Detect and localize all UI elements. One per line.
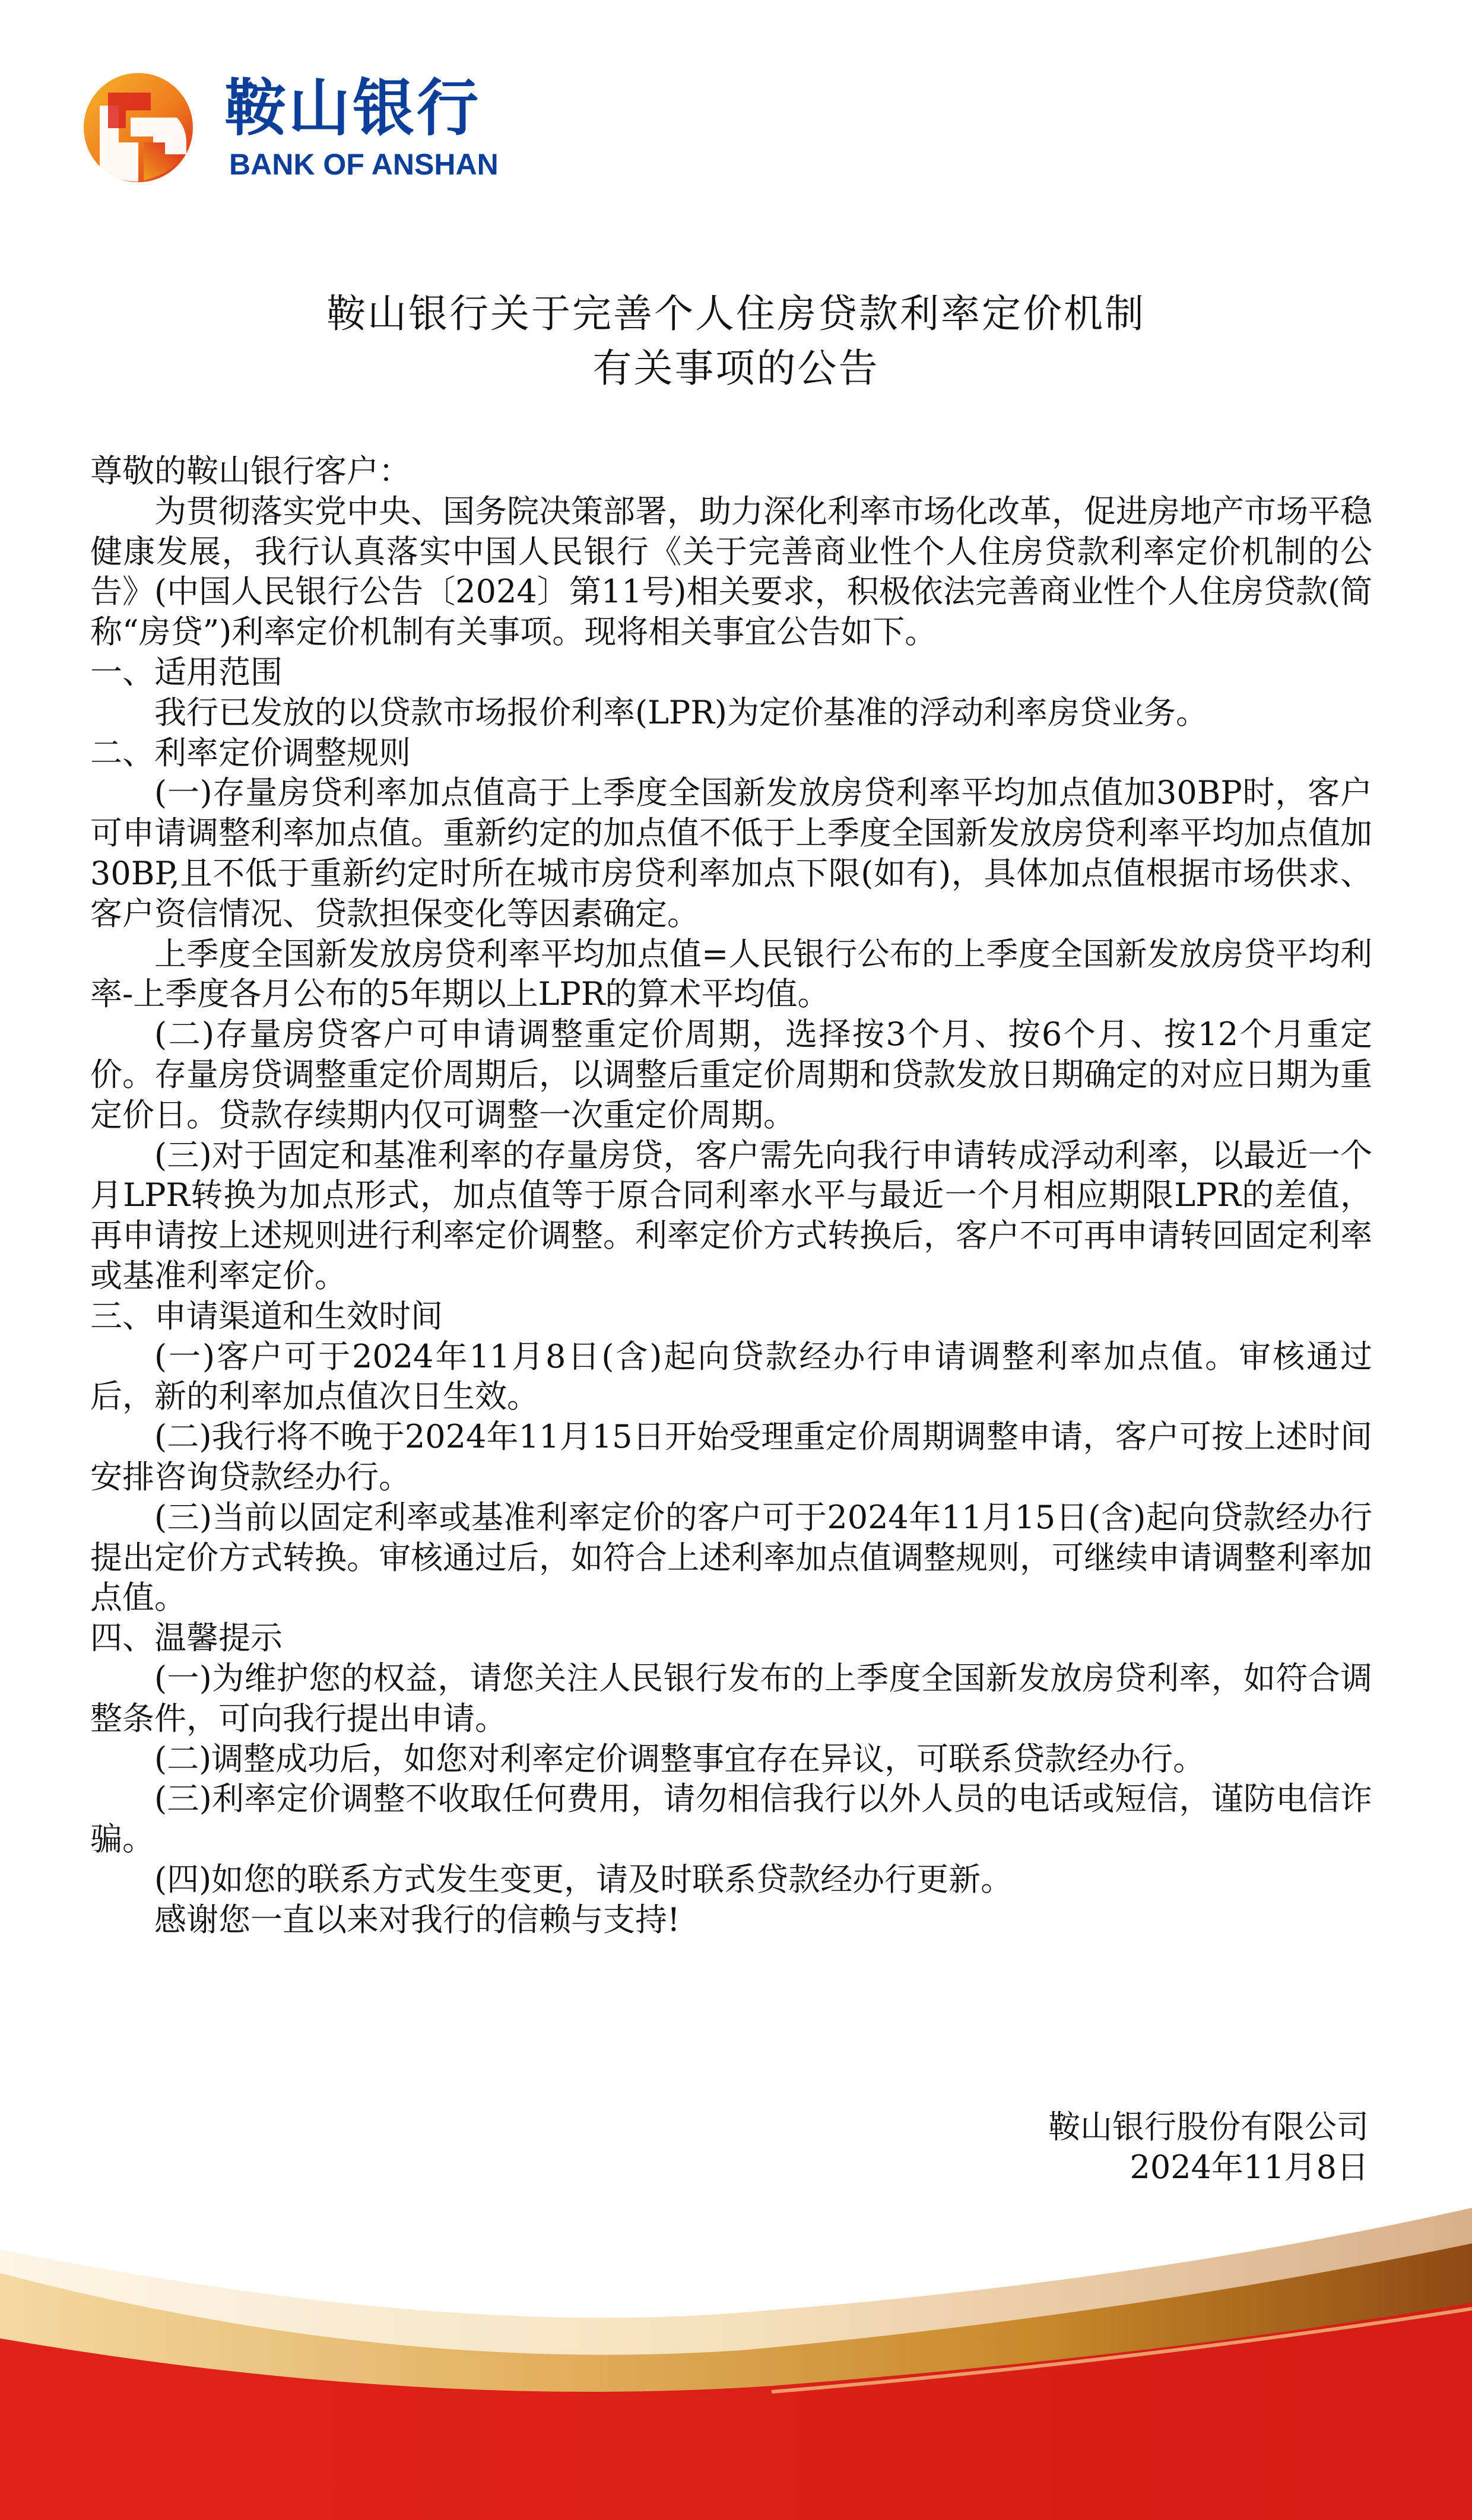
bank-logo-icon xyxy=(82,71,195,184)
section-heading-channels: 三、申请渠道和生效时间 xyxy=(90,1297,443,1335)
section-heading-scope: 一、适用范围 xyxy=(90,653,283,691)
paragraph: (三)当前以固定利率或基准利率定价的客户可于2024年11月15日(含)起向贷款经办行提出定价方式转换。审核通过后，如符合上述利率加点值调整规则，可继续申请调整利率加点值。 xyxy=(90,1498,1372,1617)
bank-logo xyxy=(82,66,533,185)
section-heading-tips: 四、温馨提示 xyxy=(90,1619,283,1657)
closing-remark: 感谢您一直以来对我行的信赖与支持! xyxy=(154,1900,680,1938)
signature-block xyxy=(1048,2107,1369,2188)
paragraph: (二)我行将不晚于2024年11月15日开始受理重定价周期调整申请，客户可按上述时间安排咨询贷款经办行。 xyxy=(90,1418,1372,1496)
footer-decoration xyxy=(0,2196,1472,2520)
paragraph: (一)为维护您的权益，请您关注人民银行发布的上季度全国新发放房贷利率，如符合调整条件，可向我行提出申请。 xyxy=(90,1659,1372,1737)
paragraph: (三)利率定价调整不收取任何费用，请勿相信我行以外人员的电话或短信，谨防电信诈骗。 xyxy=(90,1780,1372,1858)
paragraph: (二)调整成功后，如您对利率定价调整事宜存在异议，可联系贷款经办行。 xyxy=(154,1740,1205,1778)
paragraph: 上季度全国新发放房贷利率平均加点值=人民银行公布的上季度全国新发放房贷平均利率-上季度各月公布的5年期以上LPR的算术平均值。 xyxy=(90,935,1372,1013)
bank-name-en: BANK OF ANSHAN xyxy=(229,148,499,181)
paragraph: (一)客户可于2024年11月8日(含)起向贷款经办行申请调整利率加点值。审核通过后，新的利率加点值次日生效。 xyxy=(90,1337,1372,1415)
paragraph: (四)如您的联系方式发生变更，请及时联系贷款经办行更新。 xyxy=(154,1860,1013,1898)
notice-body xyxy=(90,451,1372,1940)
bank-name-cn: 鞍山银行 xyxy=(224,72,481,144)
paragraph: (三)对于固定和基准利率的存量房贷，客户需先向我行申请转成浮动利率，以最近一个月LPR转换为加点形式，加点值等于原合同利率水平与最近一个月相应期限LPR的差值，再申请按上述规则进行利率定价调整。利率定价方式转换后，客户不可再申请转回固定利率或基准利率定价。 xyxy=(90,1136,1372,1294)
section-heading-rules: 二、利率定价调整规则 xyxy=(90,734,411,772)
notice-title-line1: 鞍山银行关于完善个人住房贷款利率定价机制 xyxy=(326,291,1146,337)
notice-title-line2: 有关事项的公告 xyxy=(592,345,880,391)
signature-date: 2024年11月8日 xyxy=(1130,2148,1369,2186)
paragraph: 我行已发放的以贷款市场报价利率(LPR)为定价基准的浮动利率房贷业务。 xyxy=(154,693,1208,731)
intro-paragraph: 为贯彻落实党中央、国务院决策部署，助力深化利率市场化改革，促进房地产市场平稳健康发展，我行认真落实中国人民银行《关于完善商业性个人住房贷款利率定价机制的公告》(中国人民银行公告〔2024〕第11号)相关要求，积极依法完善商业性个人住房贷款(简称“房贷”)利率定价机制有关事项。现将相关事宜公告如下。 xyxy=(90,492,1372,651)
paragraph: (二)存量房贷客户可申请调整重定价周期，选择按3个月、按6个月、按12个月重定价。存量房贷调整重定价周期后，以调整后重定价周期和贷款发放日期确定的对应日期为重定价日。贷款存续期内仅可调整一次重定价周期。 xyxy=(90,1015,1372,1134)
paragraph: (一)存量房贷利率加点值高于上季度全国新发放房贷利率平均加点值加30BP时，客户可申请调整利率加点值。重新约定的加点值不低于上季度全国新发放房贷利率平均加点值加30BP,且不低于重新约定时所在城市房贷利率加点下限(如有)，具体加点值根据市场供求、客户资信情况、贷款担保变化等因素确定。 xyxy=(90,774,1372,932)
salutation: 尊敬的鞍山银行客户： xyxy=(90,452,411,490)
signature-org: 鞍山银行股份有限公司 xyxy=(1048,2108,1369,2146)
